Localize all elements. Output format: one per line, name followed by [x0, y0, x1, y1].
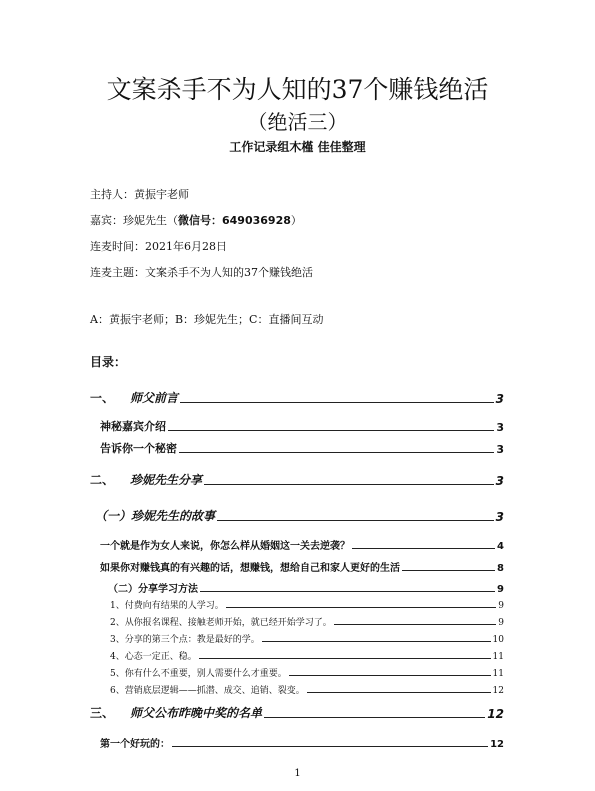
toc-entry[interactable] [108, 580, 504, 595]
toc-entry-page: 9 [497, 584, 504, 595]
toc-leader [172, 745, 488, 747]
toc-leader [200, 590, 495, 592]
toc-entry-text: 5、你有什么不重要，别人需要什么才重要。 [110, 669, 287, 679]
toc-entry-text: 6、营销底层逻辑——抓潜、成交、追销、裂变。 [110, 686, 305, 696]
page-number: 1 [294, 768, 301, 779]
toc-entry[interactable] [100, 537, 504, 552]
toc-entry-page: 8 [497, 563, 504, 574]
toc-entry-text: 珍妮先生分享 [130, 473, 203, 487]
guest-prefix: 嘉宾：珍妮先生（ [90, 214, 178, 227]
toc-entry-page: 3 [495, 474, 504, 488]
toc-label: 目录： [90, 355, 127, 369]
toc-entry-page: 11 [492, 669, 504, 679]
toc-entry[interactable] [100, 559, 504, 574]
toc-entry-text: 如果你对赚钱真的有兴趣的话，想赚钱，想给自己和家人更好的生活 [100, 563, 400, 574]
toc-entry[interactable] [100, 418, 504, 434]
toc-leader [334, 623, 497, 625]
toc-leader [217, 519, 494, 521]
toc-entry-page: 11 [492, 652, 504, 662]
toc-entry-page: 9 [498, 601, 504, 611]
toc-entry-text: （一）珍妮先生的故事 [95, 509, 216, 523]
toc-entry-page: 3 [496, 421, 504, 434]
toc-entry-number: 三、 [90, 706, 115, 720]
toc-leader [180, 401, 494, 403]
toc-entry[interactable] [100, 440, 504, 456]
host-line: 主持人：黄振宇老师 [90, 188, 189, 201]
toc-entry-text: 3、分享的第三个点：教是最好的学。 [110, 635, 260, 645]
document-title: 文案杀手不为人知的37个赚钱绝活 [106, 75, 489, 104]
toc-entry-text: 1、付费向有结果的人学习。 [110, 601, 224, 611]
toc-entry-page: 12 [492, 686, 504, 696]
toc-entry-text: 神秘嘉宾介绍 [100, 420, 166, 433]
toc-entry[interactable] [110, 632, 504, 645]
toc-leader [264, 716, 485, 718]
toc-entry-page: 10 [492, 635, 504, 645]
toc-leader [307, 691, 491, 693]
toc-entry-page: 3 [495, 510, 504, 524]
toc-entry-page: 4 [497, 541, 504, 552]
toc-entry[interactable] [110, 598, 504, 611]
toc-entry-page: 12 [490, 739, 504, 750]
toc-leader [179, 451, 494, 453]
toc-entry[interactable] [110, 615, 504, 628]
toc-entry[interactable] [110, 649, 504, 662]
toc-entry[interactable] [95, 507, 504, 524]
roles-line: A：黄振宇老师；B：珍妮先生；C：直播间互动 [90, 313, 324, 326]
toc-entry-text: 告诉你一个秘密 [100, 442, 177, 455]
toc-entry-text: 一个就是作为女人来说，你怎么样从婚姻这一关去逆袭？ [100, 541, 350, 552]
toc-leader [168, 429, 494, 431]
toc-entry-page: 12 [487, 707, 504, 721]
toc-entry-number: 二、 [90, 473, 115, 487]
toc-entry[interactable] [110, 666, 504, 679]
toc-entry-number: 一、 [90, 391, 115, 405]
toc-entry-text: 第一个好玩的： [100, 739, 170, 750]
toc-entry-page: 3 [495, 392, 504, 406]
toc-leader [226, 606, 497, 608]
guest-suffix: ） [290, 214, 302, 227]
toc-leader [199, 657, 491, 659]
toc-leader [204, 483, 494, 485]
toc-entry[interactable] [90, 704, 504, 721]
toc-entry[interactable] [90, 471, 504, 488]
toc-entry-text: 师父前言 [130, 391, 179, 405]
toc-leader [402, 569, 495, 571]
toc-entry-page: 3 [496, 443, 504, 456]
toc-entry-page: 9 [498, 618, 504, 628]
topic-line: 连麦主题：文案杀手不为人知的37个赚钱绝活 [90, 266, 313, 279]
toc-leader [352, 547, 495, 549]
guest-wechat: 微信号：649036928 [178, 214, 291, 227]
document-subtitle: （绝活三） [247, 110, 348, 134]
toc-entry[interactable] [100, 735, 504, 750]
toc-entry-text: 4、心态一定正、稳。 [110, 652, 197, 662]
toc-leader [289, 674, 491, 676]
toc-entry[interactable] [110, 683, 504, 696]
recorder-credit: 工作记录组木槿 佳佳整理 [229, 140, 366, 154]
toc-entry-text: 师父公布昨晚中奖的名单 [130, 706, 263, 720]
toc-entry[interactable] [90, 389, 504, 406]
toc-leader [262, 640, 491, 642]
guest-line [90, 212, 302, 228]
toc-entry-text: 2、从你报名课程、接触老师开始，就已经开始学习了。 [110, 618, 332, 628]
toc-entry-text: （二）分享学习方法 [108, 584, 198, 595]
date-line: 连麦时间：2021年6月28日 [90, 240, 227, 253]
